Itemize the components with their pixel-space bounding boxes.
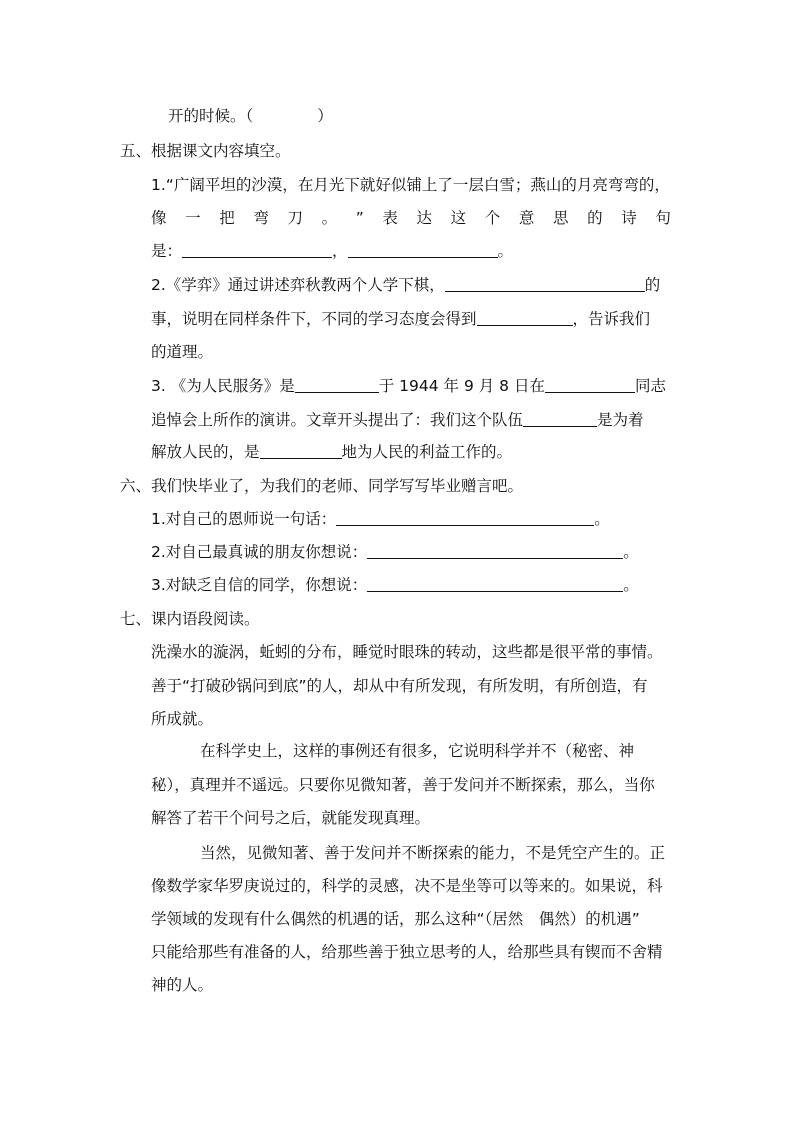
s5-item3-line2-a: 追悼会上所作的演讲。文章开头提出了：我们这个队伍 <box>151 411 524 429</box>
s7-para3-line: 只能给那些有准备的人，给那些善于独立思考的人，给那些具有锲而不舍精 <box>151 943 663 961</box>
s5-item3-c: 同志 <box>634 377 666 395</box>
s7-para3-line: 学领域的发现有什么偶然的机遇的话，那么这种“（居然 偶然）的机遇” <box>151 910 640 928</box>
s5-item3-line3 <box>151 442 512 462</box>
s6-item2-prefix: 2.对自己最真诚的朋友你想说： <box>151 543 368 561</box>
s6-item3-prefix: 3.对缺乏自信的同学，你想说： <box>151 576 368 594</box>
s5-item1-char: 思 <box>553 209 569 227</box>
s7-para3-line: 当然，见微知著、善于发问并不断探索的能力，不是凭空产生的。正 <box>200 844 666 862</box>
s6-item3 <box>151 575 639 595</box>
answer-blank-classmate[interactable] <box>367 575 623 592</box>
s7-para3-line: 神的人。 <box>151 976 214 994</box>
s5-item1-char: 句 <box>655 209 671 227</box>
q4-tail-text: 开的时候。（ <box>168 107 254 125</box>
s5-item1-char: 刀 <box>287 209 304 227</box>
s7-para1-line: 所成就。 <box>151 710 214 728</box>
s7-para2-line: 在科学史上，这样的事例还有很多，它说明科学并不（秘密、神 <box>200 742 635 760</box>
s6-item1 <box>151 509 610 529</box>
answer-blank-teacher[interactable] <box>336 509 594 526</box>
answer-blank-poem-1[interactable] <box>182 241 332 258</box>
s5-item2-prefix: 2.《学弈》通过讲述弈秋教两个人学下棋， <box>151 276 445 294</box>
s5-item2-line2-prefix: 事，说明在同样条件下，不同的学习态度会得到 <box>151 310 477 328</box>
s6-item2 <box>151 542 639 562</box>
s5-item2-line3: 的道理。 <box>151 343 214 361</box>
s5-item1-char: 。 <box>321 209 338 227</box>
s6-item3-end: 。 <box>623 576 639 594</box>
answer-blank-xueyi-1[interactable] <box>445 275 645 292</box>
s5-item3-line2-b: 是为着 <box>597 411 644 429</box>
s5-item1-char: 意 <box>518 209 535 227</box>
s5-item1-line1: 1.“广阔平坦的沙漠，在月光下就好似铺上了一层白雪；燕山的月亮弯弯的， <box>151 176 670 194</box>
s7-para3-line: 像数学家华罗庚说过的，科学的灵感，决不是坐等可以等来的。如果说，科 <box>151 877 663 895</box>
section5-heading: 五、根据课文内容填空。 <box>120 142 291 160</box>
s5-item1-char: 表 <box>382 209 398 227</box>
answer-blank-comrade[interactable] <box>545 376 635 393</box>
s5-item1-prefix: 是： <box>151 242 183 260</box>
s5-item3-a: 3. 《为人民服务》是 <box>151 377 295 395</box>
q4-tail-close: ） <box>317 107 333 125</box>
answer-blank-xueyi-2[interactable] <box>477 309 573 326</box>
s5-item1-char: 诗 <box>621 209 637 227</box>
s5-item3-line2 <box>151 410 644 430</box>
q4-tail-line <box>168 106 333 126</box>
s7-para1-line: 善于“打破砂锅问到底”的人，却从中有所发现，有所发明，有所创造，有 <box>151 677 648 695</box>
s5-item1-line3 <box>151 241 513 261</box>
s5-item1-char: 把 <box>219 209 235 227</box>
s5-item3-line1 <box>151 376 666 396</box>
s5-item3-line3-a: 解放人民的，是 <box>151 443 260 461</box>
s6-item1-prefix: 1.对自己的恩师说一句话： <box>151 510 337 528</box>
s5-item1-char: 这 <box>450 209 467 227</box>
s5-item2-line1 <box>151 275 660 295</box>
s5-item1-char: 弯 <box>253 209 269 227</box>
s5-item1-char: 达 <box>416 209 433 227</box>
s7-para2-line: 解答了若干个问号之后，就能发现真理。 <box>151 809 431 827</box>
s5-item1-end: 。 <box>497 242 514 260</box>
s7-para2-line: 秘），真理并不遥远。只要你见微知著，善于发问并不断探索，那么，当你 <box>151 776 655 794</box>
s5-item1-char: 一 <box>185 209 201 227</box>
s5-item1-line2 <box>151 208 671 228</box>
s5-item3-b: 于 1944 年 9 月 8 日在 <box>378 377 545 395</box>
s5-item2-line2-suffix: ，告诉我们 <box>572 310 651 328</box>
answer-blank-speaker[interactable] <box>295 376 379 393</box>
answer-blank-manner[interactable] <box>260 442 342 459</box>
s5-item2-line2 <box>151 309 650 329</box>
s5-item2-suffix: 的 <box>644 276 661 294</box>
section7-heading: 七、课内语段阅读。 <box>120 610 260 628</box>
s5-item3-line3-b: 地为人民的利益工作的。 <box>341 443 513 461</box>
s5-item1-sep: ， <box>332 242 348 260</box>
answer-blank-poem-2[interactable] <box>348 241 498 258</box>
answer-blank-friend[interactable] <box>367 542 623 559</box>
s6-item2-end: 。 <box>623 543 639 561</box>
s5-item1-char: 的 <box>587 209 603 227</box>
s7-para1-line: 洗澡水的漩涡，蚯蚓的分布，睡觉时眼珠的转动，这些都是很平常的事情。 <box>151 643 663 661</box>
s5-item1-char: 像 <box>151 209 167 227</box>
s5-item1-char: ” <box>355 209 364 227</box>
answer-blank-team[interactable] <box>523 410 597 427</box>
section6-heading: 六、我们快毕业了，为我们的老师、同学写写毕业赠言吧。 <box>120 477 524 495</box>
s5-item1-char: 个 <box>484 209 501 227</box>
s6-item1-end: 。 <box>594 510 610 528</box>
